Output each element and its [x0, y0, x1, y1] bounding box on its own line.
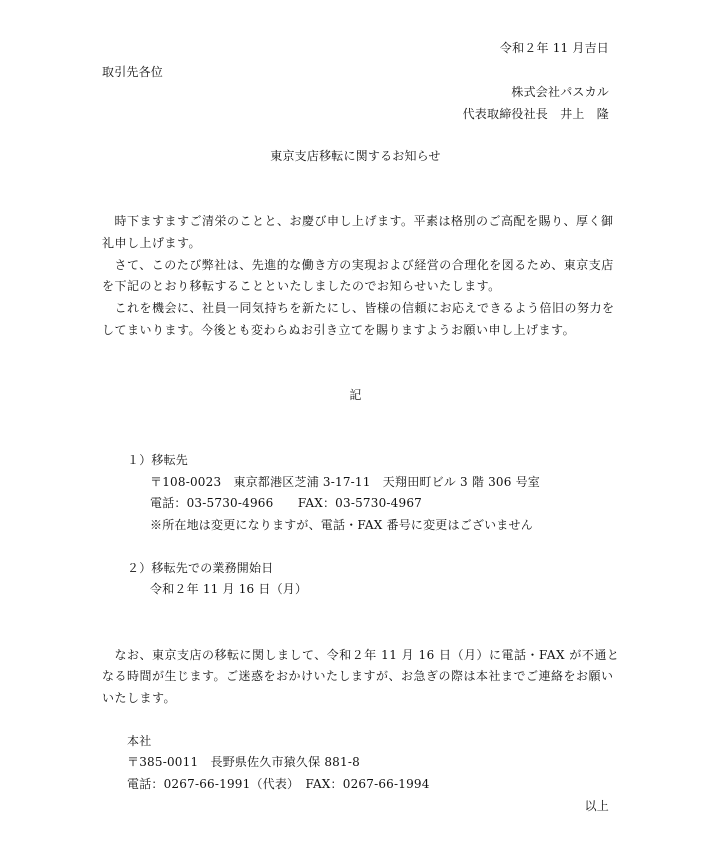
- representative-name: 代表取締役社長 井上 隆: [462, 107, 609, 121]
- head-office-phone: 電話：0267-66-1991（代表） FAX：0267-66-1994: [127, 777, 430, 791]
- body-line: を下記のとおり移転することといたしましたのでお知らせいたします。: [102, 279, 501, 293]
- body-line: してまいります。今後とも変わらぬお引き立てを賜りますようお願い申し上げます。: [102, 323, 576, 337]
- notice-line: なる時間が生じます。ご迷惑をおかけいたしますが、お急ぎの際は本社までご連絡をお願い: [102, 669, 614, 683]
- company-name: 株式会社パスカル: [511, 85, 609, 99]
- head-office-label: 本社: [127, 734, 152, 748]
- issue-date: 令和２年 11 月吉日: [499, 41, 609, 55]
- document-title: 東京支店移転に関するお知らせ: [270, 149, 441, 163]
- item1-note: ※所在地は変更になりますが、電話・FAX 番号に変更はございません: [150, 518, 533, 532]
- item1-address: 〒108-0023 東京都港区芝浦 3-17-11 天翔田町ビル 3 階 306 号室: [150, 475, 540, 489]
- item1-phone: 電話：03-5730-4966 FAX：03-5730-4967: [150, 496, 423, 510]
- ki-heading: 記: [349, 388, 362, 402]
- body-line: さて、このたび弊社は、先進的な働き方の実現および経営の合理化を図るため、東京支店: [102, 258, 614, 272]
- item2-heading: ２）移転先での業務開始日: [127, 561, 274, 575]
- notice-line: なお、東京支店の移転に関しまして、令和２年 11 月 16 日（月）に電話・FAX が不通と: [102, 648, 620, 662]
- addressee: 取引先各位: [102, 65, 164, 79]
- body-line: 時下ますますご清栄のことと、お慶び申し上げます。平素は格別のご高配を賜り、厚く御: [102, 214, 614, 228]
- body-line: 礼申し上げます。: [102, 236, 202, 250]
- notice-line: いたします。: [102, 691, 177, 705]
- head-office-address: 〒385-0011 長野県佐久市猿久保 881-8: [127, 755, 360, 769]
- body-line: これを機会に、社員一同気持ちを新たにし、皆様の信頼にお応えできるよう倍旧の努力を: [102, 301, 615, 315]
- item2-date: 令和２年 11 月 16 日（月）: [150, 582, 308, 596]
- closing-text: 以上: [584, 799, 609, 813]
- item1-heading: １）移転先: [127, 453, 189, 467]
